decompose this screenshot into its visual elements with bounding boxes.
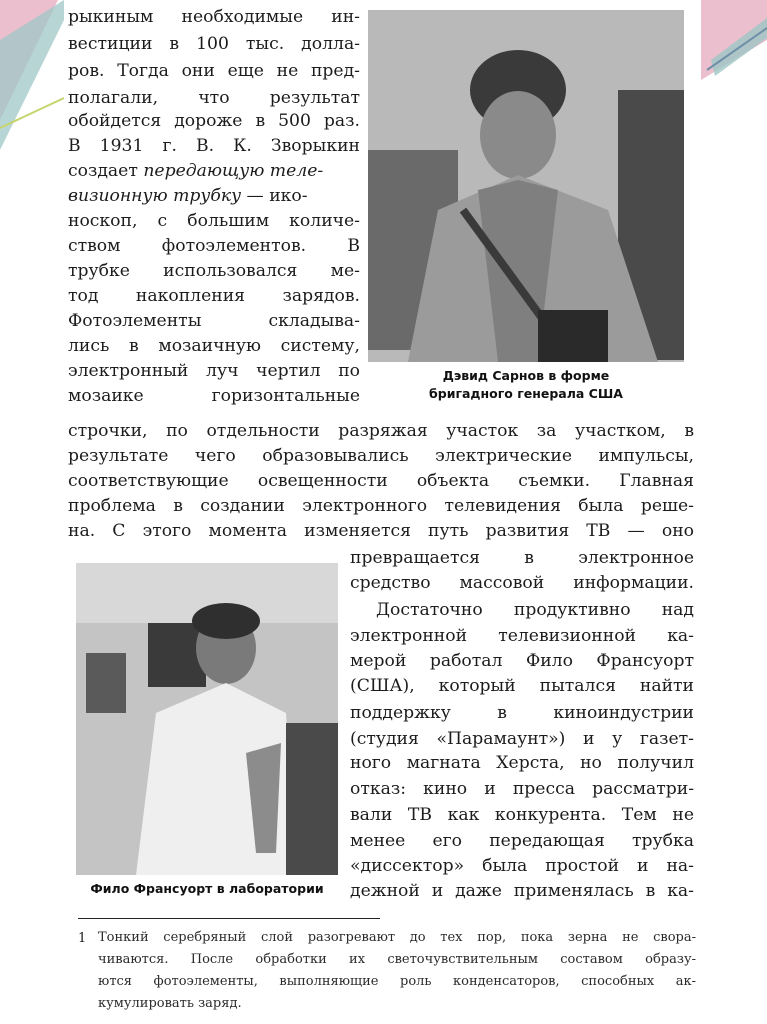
decorative-corner-right	[701, 0, 767, 90]
italic-term: визионную трубку	[68, 186, 242, 206]
italic-term: передающую теле-	[143, 161, 324, 181]
body-line: мозаике горизонтальные	[68, 386, 360, 406]
body-line: превращается в электронное	[350, 548, 694, 568]
body-line: электронной телевизионной ка-	[350, 626, 694, 646]
body-line: строчки, по отдельности разряжая участок за участком, в	[68, 421, 694, 441]
textbook-page	[68, 0, 702, 1024]
body-line: (США), который пытался найти	[350, 676, 694, 696]
body-line: средство массовой информации.	[350, 573, 694, 593]
body-line: ством фотоэлементов. В	[68, 236, 360, 256]
body-line: «диссектор» была простой и на-	[350, 856, 694, 876]
body-text: — ико-	[241, 186, 308, 206]
body-line: отказ: кино и пресса рассматри-	[350, 779, 694, 799]
body-line: Достаточно продуктивно над	[376, 600, 694, 620]
body-line: на. С этого момента изменяется путь развития ТВ — оно	[68, 521, 694, 541]
footnote-divider	[78, 918, 380, 919]
body-line: результате чего образовывались электрические импульсы,	[68, 446, 694, 466]
footnote-line: чиваются. После обработки их светочувствительным составом образу-	[98, 952, 696, 967]
sarnoff-caption	[368, 367, 684, 403]
footnote-line: кумулировать заряд.	[98, 996, 242, 1011]
body-line: ного магната Херста, но получил	[350, 753, 694, 773]
photo-david-sarnoff	[368, 10, 684, 362]
body-line: В 1931 г. В. К. Зворыкин	[68, 136, 360, 156]
body-line: полагали, что результат	[68, 88, 360, 108]
body-line: лись в мозаичную систему,	[68, 336, 360, 356]
sarnoff-caption-line-2: бригадного генерала США	[429, 386, 623, 401]
body-line: менее его передающая трубка	[350, 831, 694, 851]
body-line: трубке использовался ме-	[68, 261, 360, 281]
footnote-number: 1	[78, 931, 87, 946]
body-line: обойдется дороже в 500 раз.	[68, 111, 360, 131]
body-line: дежной и даже применялась в ка-	[350, 881, 694, 901]
photo-david-sarnoff-image	[368, 10, 684, 362]
body-line: электронный луч чертил по	[68, 361, 360, 381]
body-line: поддержку в киноиндустрии	[350, 703, 694, 723]
body-line: рыкиным необходимые ин-	[68, 7, 360, 27]
decorative-corner-left	[0, 0, 64, 160]
photo-philo-farnsworth	[76, 563, 338, 875]
body-line: мерой работал Фило Франсуорт	[350, 651, 694, 671]
body-line: ров. Тогда они еще не пред-	[68, 61, 360, 81]
body-line: соответствующие освещенности объекта съемки. Главная	[68, 471, 694, 491]
body-line	[68, 185, 360, 208]
body-line: вали ТВ как конкурента. Тем не	[350, 805, 694, 825]
body-line: Фотоэлементы складыва-	[68, 311, 360, 331]
body-text: создает	[68, 161, 144, 181]
photo-philo-farnsworth-image	[76, 563, 338, 875]
footnote-line: ются фотоэлементы, выполняющие роль конденсаторов, способных ак-	[98, 974, 696, 989]
sarnoff-caption-line-1: Дэвид Сарнов в форме	[442, 368, 610, 383]
body-line: (студия «Парамаунт») и у газет-	[350, 729, 694, 749]
body-line: носкоп, с большим количе-	[68, 211, 360, 231]
body-line: тод накопления зарядов.	[68, 286, 360, 306]
farnsworth-caption: Фило Франсуорт в лаборатории	[90, 881, 324, 896]
body-line: проблема в создании электронного телевидения была реше-	[68, 496, 694, 516]
body-line: вестиции в 100 тыс. долла-	[68, 34, 360, 54]
body-line	[68, 160, 360, 183]
footnote-line: Тонкий серебряный слой разогревают до тех пор, пока зерна не свора-	[98, 930, 696, 945]
